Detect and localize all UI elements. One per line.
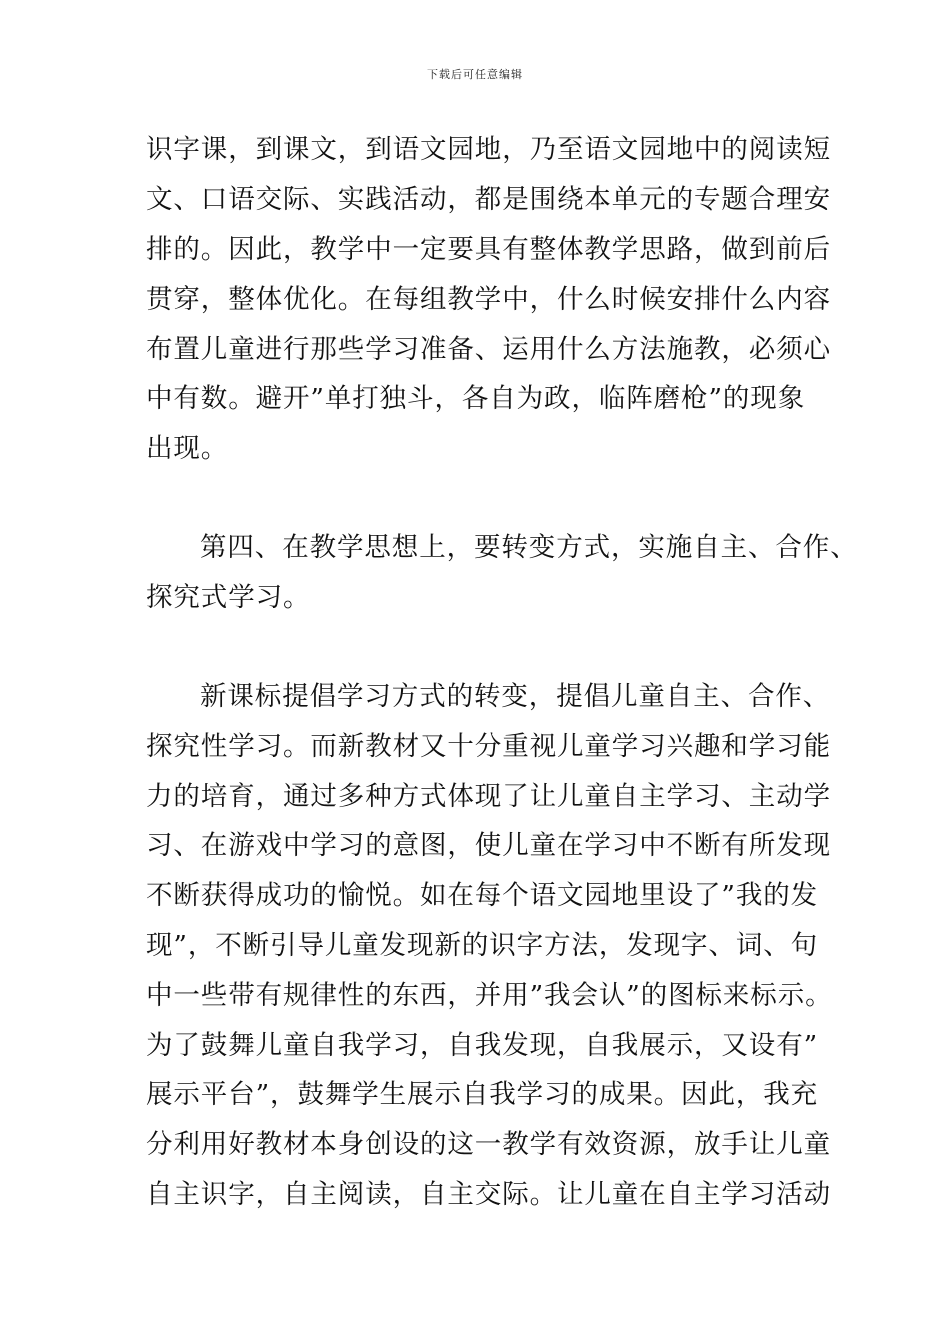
text-line: 力的培育，通过多种方式体现了让儿童自主学习、主动学 <box>146 781 831 812</box>
text-line: 现”，不断引导儿童发现新的识字方法，发现字、词、句 <box>146 930 819 961</box>
text-line: 为了鼓舞儿童自我学习，自我发现，自我展示，又设有” <box>146 1030 819 1061</box>
text-line: 新课标提倡学习方式的转变，提倡儿童自主、合作、 <box>200 681 831 712</box>
text-line: 习、在游戏中学习的意图，使儿童在学习中不断有所发现 <box>146 830 831 861</box>
text-line: 中有数。避开”单打独斗，各自为政，临阵磨枪”的现象 <box>146 383 806 414</box>
text-line: 展示平台”，鼓舞学生展示自我学习的成果。因此，我充 <box>146 1079 819 1110</box>
page-header: 下载后可任意编辑 <box>427 68 523 81</box>
text-line: 出现。 <box>146 433 229 464</box>
text-line: 探究式学习。 <box>146 582 311 613</box>
text-line: 排的。因此，教学中一定要具有整体教学思路，做到前后 <box>146 234 831 265</box>
text-line: 布置儿童进行那些学习准备、运用什么方法施教，必须心 <box>146 334 831 365</box>
text-line: 探究性学习。而新教材又十分重视儿童学习兴趣和学习能 <box>146 731 831 762</box>
text-line: 识字课，到课文，到语文园地，乃至语文园地中的阅读短 <box>146 134 831 165</box>
text-line: 第四、在教学思想上，要转变方式，实施自主、合作、 <box>200 532 858 563</box>
text-line: 不断获得成功的愉悦。如在每个语文园地里设了”我的发 <box>146 880 819 911</box>
text-line: 自主识字，自主阅读，自主交际。让儿童在自主学习活动 <box>146 1179 831 1210</box>
text-line: 贯穿，整体优化。在每组教学中，什么时候安排什么内容 <box>146 284 831 315</box>
text-line: 中一些带有规律性的东西，并用”我会认”的图标来标示。 <box>146 980 833 1011</box>
text-line: 文、口语交际、实践活动，都是围绕本单元的专题合理安 <box>146 184 831 215</box>
text-line: 分利用好教材本身创设的这一教学有效资源，放手让儿童 <box>146 1129 831 1160</box>
